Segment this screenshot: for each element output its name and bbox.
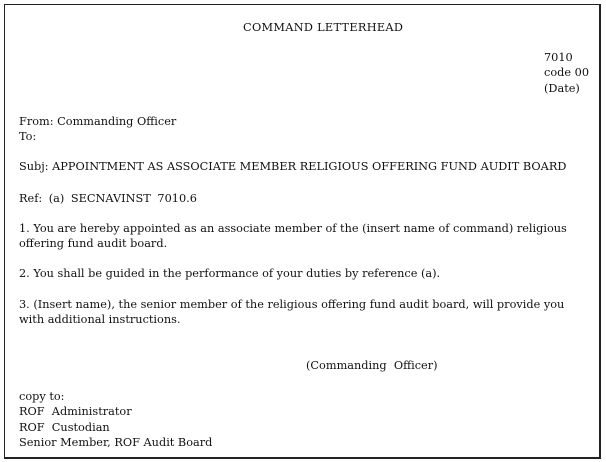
copy-recipient: ROF Administrator [19,405,132,418]
office-code: code 00 [544,66,590,79]
signature-block: (Commanding Officer) [306,359,438,372]
subject-line: Subj: APPOINTMENT AS ASSOCIATE MEMBER RELIGIOUS OFFERING FUND AUDIT BOARD [19,160,567,173]
letterhead-title: COMMAND LETTERHEAD [243,21,404,34]
to-line: To: [19,130,37,143]
from-line: From: Commanding Officer [19,115,177,128]
copy-recipient: Senior Member, ROF Audit Board [19,436,213,449]
reference-line: Ref: (a) SECNAVINST 7010.6 [19,192,197,205]
copy-recipient: ROF Custodian [19,421,110,434]
paragraph-1: 1. You are hereby appointed as an associate member of the (insert name of command) religious offering fund audit board. [19,222,567,250]
ssic-number: 7010 [544,51,573,64]
date-placeholder: (Date) [544,82,580,95]
paragraph-3: 3. (Insert name), the senior member of the religious offering fund audit board, will provide you with additional instructions. [19,298,565,326]
paragraph-2: 2. You shall be guided in the performance of your duties by reference (a). [19,267,441,280]
copy-to-heading: copy to: [19,390,65,403]
